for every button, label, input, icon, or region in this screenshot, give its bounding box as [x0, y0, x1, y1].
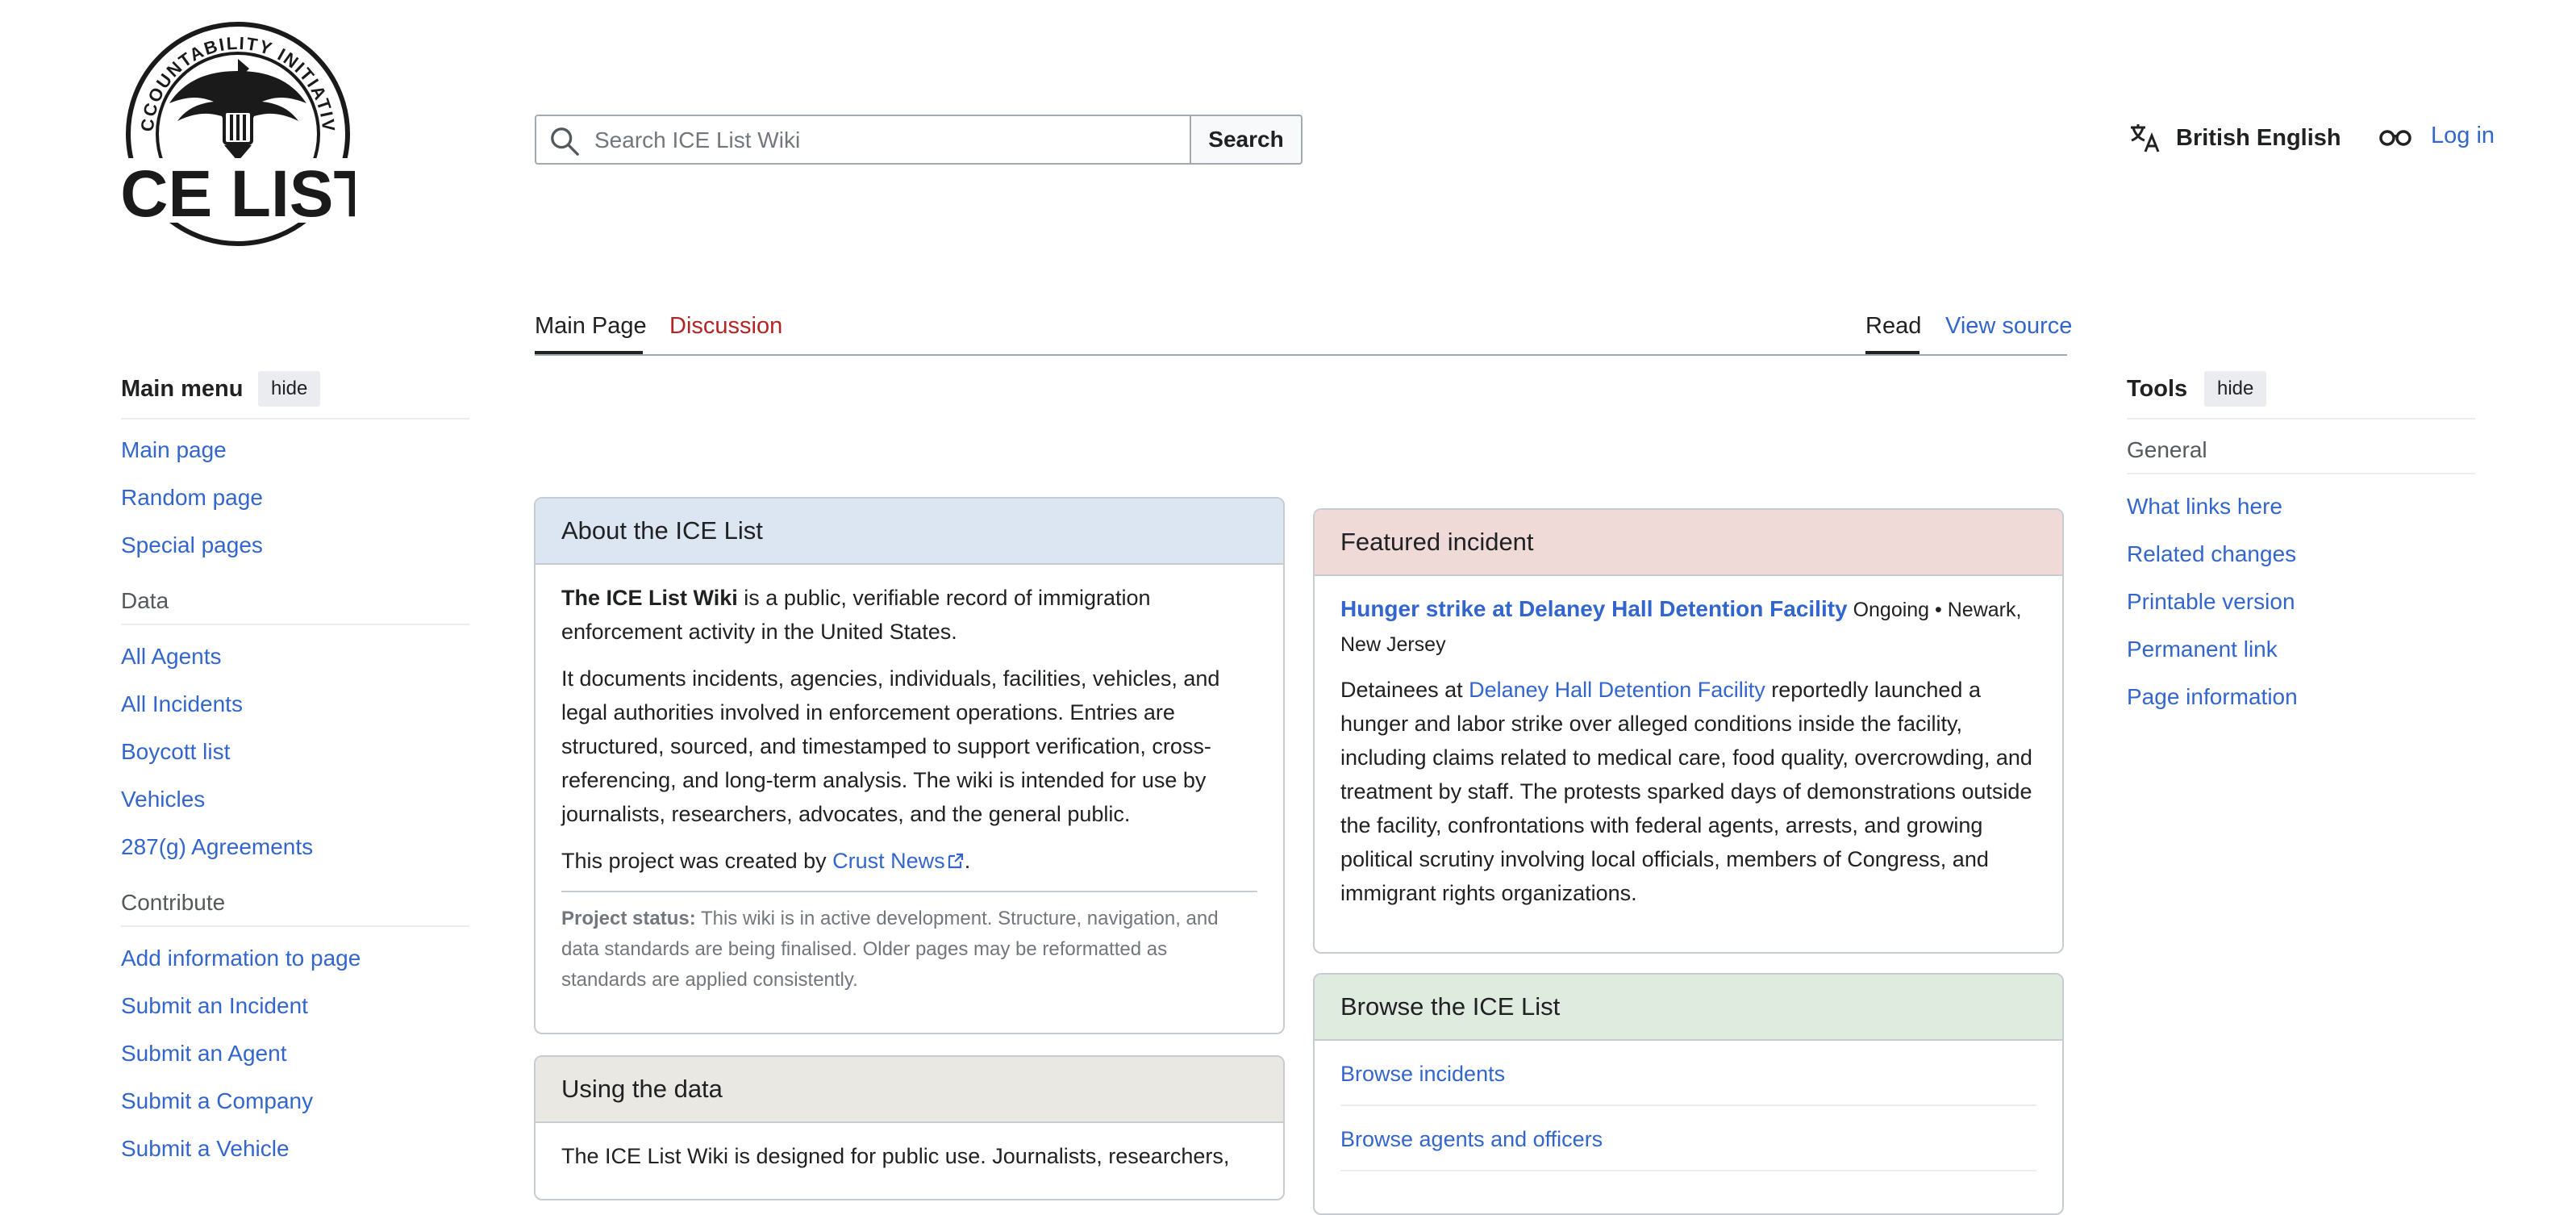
crust-news-link[interactable]: Crust News [832, 849, 945, 873]
browse-incidents-link[interactable]: Browse incidents [1340, 1041, 2036, 1106]
credit-period: . [964, 849, 971, 873]
using-data-body: The ICE List Wiki is designed for public use. Journalists, researchers, [561, 1144, 1230, 1168]
language-label: British English [2176, 124, 2341, 151]
reading-glasses-icon[interactable] [2379, 127, 2411, 146]
featured-headline-line [1340, 592, 2036, 662]
featured-text-pre: Detainees at [1340, 678, 1469, 702]
credit-text: This project was created by [561, 849, 833, 873]
sidebar-item-all-agents[interactable]: All Agents [121, 644, 222, 669]
tools-item-what-links-here[interactable]: What links here [2127, 494, 2282, 519]
sidebar-item-special-pages[interactable]: Special pages [121, 532, 263, 557]
tabs-divider [535, 354, 2067, 356]
tab-read[interactable]: Read [1865, 313, 1922, 339]
sidebar-section-contribute: Contribute [121, 890, 226, 915]
tab-main-page[interactable]: Main Page [535, 313, 647, 339]
site-logo[interactable] [121, 15, 355, 253]
tab-discussion[interactable]: Discussion [669, 313, 783, 339]
featured-headline-link[interactable]: Hunger strike at Delaney Hall Detention Facility [1340, 596, 1848, 621]
search-input[interactable] [593, 121, 1177, 160]
svg-text:ICE LIST: CE LIST [121, 157, 355, 231]
featured-incident-title: Featured incident [1315, 510, 2062, 576]
status-label: Project status: [561, 908, 696, 929]
using-data-box [534, 1055, 1285, 1200]
sidebar-item-submit-agent[interactable]: Submit an Agent [121, 1041, 287, 1066]
search-button[interactable]: Search [1190, 115, 1303, 165]
tab-view-source[interactable]: View source [1945, 313, 2073, 339]
status-text: This wiki is in active development. Structure, navigation, and data standards are being finalised. Older pages may be reformatted as standards are applied consistently. [561, 908, 1219, 991]
featured-text-post: reportedly launched a hunger and labor strike over alleged conditions inside the facility, including claims related to medical care, food quality, overcrowding, and treatment by staff. The protests sparked days of demonstrations outside the facility, confrontations with federal agents, arrests, and growing political scrutiny involving local officials, members of Congress, and immigrant rights organizations. [1340, 678, 2032, 905]
svg-text:ACCOUNTABILITY INITIATIVE: CCOUNTABILITY INITIATIV [136, 32, 340, 134]
wiki-name: The ICE List Wiki [561, 586, 738, 610]
sidebar-item-submit-company[interactable]: Submit a Company [121, 1088, 314, 1113]
about-intro [561, 581, 1257, 649]
project-status [561, 891, 1257, 996]
tools-divider [2127, 473, 2475, 474]
about-box [534, 497, 1285, 1034]
tools-item-permanent-link[interactable]: Permanent link [2127, 637, 2278, 662]
featured-incident-box [1313, 508, 2064, 954]
sidebar-item-submit-vehicle[interactable]: Submit a Vehicle [121, 1136, 290, 1161]
tools-title: Tools [2127, 376, 2188, 402]
sidebar-item-vehicles[interactable]: Vehicles [121, 787, 206, 812]
logo-emblem [121, 15, 355, 253]
sidebar-item-main-page[interactable]: Main page [121, 437, 227, 462]
menu-divider [121, 624, 469, 625]
about-credit [561, 844, 1257, 878]
sidebar-item-all-incidents[interactable]: All Incidents [121, 691, 243, 716]
language-selector[interactable] [2129, 123, 2341, 153]
translate-icon [2129, 123, 2161, 153]
menu-divider [121, 925, 469, 927]
about-description: It documents incidents, agencies, individuals, facilities, vehicles, and legal authorities involved in enforcement operations. Entries are structured, sourced, and timestamped to support verification, cross-referencing, and long-term analysis. The wiki is intended for use by journalists, researchers, advocates, and the general public. [561, 666, 1220, 826]
search-icon [549, 126, 580, 157]
sidebar-item-submit-incident[interactable]: Submit an Incident [121, 993, 308, 1018]
login-link[interactable]: Log in [2431, 123, 2495, 148]
featured-description [1340, 673, 2036, 910]
sidebar-item-random-page[interactable]: Random page [121, 485, 263, 510]
about-box-title: About the ICE List [536, 499, 1283, 565]
tools-item-page-information[interactable]: Page information [2127, 684, 2298, 709]
delaney-hall-link[interactable]: Delaney Hall Detention Facility [1469, 678, 1765, 702]
browse-agents-link[interactable]: Browse agents and officers [1340, 1106, 2036, 1171]
sidebar-item-boycott-list[interactable]: Boycott list [121, 739, 231, 764]
sidebar-item-add-information[interactable]: Add information to page [121, 946, 361, 971]
tools-hide-button[interactable]: hide [2204, 371, 2266, 407]
main-menu-hide-button[interactable]: hide [258, 371, 320, 407]
search-form [535, 115, 1191, 165]
featured-meta: Ongoing • Newark, New Jersey [1340, 599, 2022, 656]
sidebar-section-data: Data [121, 588, 169, 613]
browse-box [1313, 973, 2064, 1215]
tools-divider [2127, 418, 2475, 420]
user-links [2379, 123, 2495, 149]
tools-item-related-changes[interactable]: Related changes [2127, 541, 2297, 566]
main-menu-title: Main menu [121, 376, 244, 402]
about-intro-text: is a public, verifiable record of immigration enforcement activity in the United States. [561, 586, 1151, 644]
tools-section-general: General [2127, 437, 2207, 462]
browse-title: Browse the ICE List [1315, 975, 2062, 1041]
about-box-body [536, 565, 1283, 1012]
using-data-title: Using the data [536, 1057, 1283, 1123]
tools-item-printable-version[interactable]: Printable version [2127, 589, 2295, 614]
sidebar-item-287g-agreements[interactable]: 287(g) Agreements [121, 834, 314, 859]
external-link-icon [947, 852, 965, 870]
featured-incident-body [1315, 576, 2062, 939]
menu-divider [121, 418, 469, 420]
